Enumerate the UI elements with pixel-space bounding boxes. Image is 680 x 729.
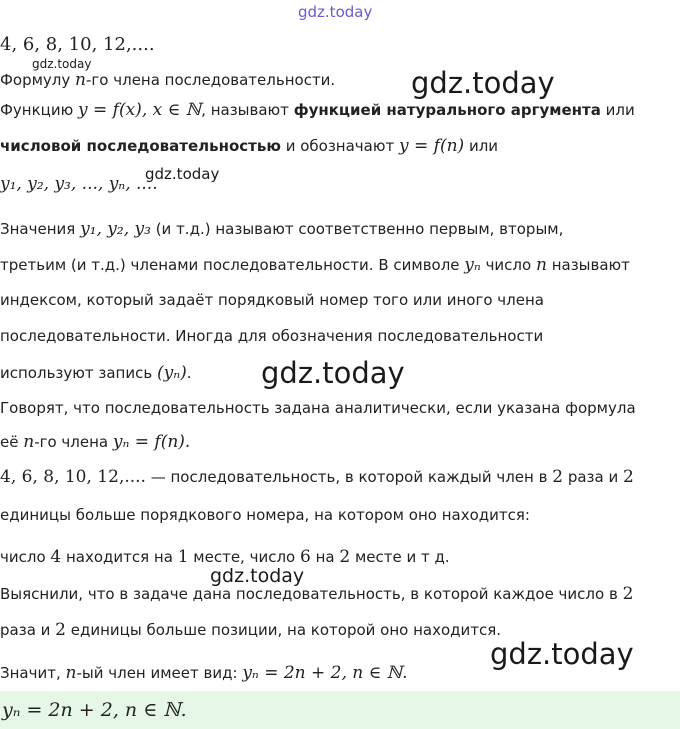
watermark-large-3: gdz.today (490, 637, 634, 671)
text-line-11: её n-го члена yₙ = f(n). (0, 432, 191, 452)
watermark-small-2: gdz.today (145, 165, 220, 183)
text-line-14: число 4 находится на 1 месте, число 6 на 2 месте и т д. (0, 547, 450, 567)
text-line-3: числовой последовательностью и обозначают y = f(n) или (0, 136, 499, 156)
text-line-7: индексом, который задаёт порядковый номер того или иного члена (0, 291, 544, 309)
text-line-1: Формулу n-го члена последовательности. (0, 70, 336, 90)
text-line-13: единицы больше порядкового номера, на котором оно находится: (0, 506, 530, 524)
watermark-large-2: gdz.today (261, 356, 405, 390)
sequence-example: 4, 6, 8, 10, 12,.... (0, 34, 155, 55)
text-line-8: последовательности. Иногда для обозначения последовательности (0, 327, 544, 345)
watermark-small-1: gdz.today (32, 57, 92, 71)
text-line-17: Значит, n-ый член имеет вид: yₙ = 2n + 2, n ∈ ℕ. (0, 663, 408, 683)
text-line-6: третьим (и т.д.) членами последовательности. В символе yₙ число n называют (0, 255, 630, 275)
text-line-10: Говорят, что последовательность задана аналитически, если указана формула (0, 399, 636, 417)
answer-formula: yₙ = 2n + 2, n ∈ ℕ. (2, 699, 187, 721)
text-line-9: используют запись (yₙ). (0, 363, 192, 383)
text-line-12: 4, 6, 8, 10, 12,.... — последовательность, в которой каждый член в 2 раза и 2 (0, 467, 634, 487)
answer-box (0, 691, 680, 729)
watermark-medium-3: gdz.today (210, 565, 305, 587)
watermark-top: gdz.today (298, 3, 373, 21)
text-line-16: раза и 2 единицы больше позиции, на которой оно находится. (0, 620, 502, 640)
sequence-notation: y₁, y₂, y₃, ..., yₙ, .... (0, 174, 158, 194)
text-line-15: Выяснили, что в задаче дана последовательность, в которой каждое число в 2 (0, 584, 634, 604)
text-line-5: Значения y₁, y₂, y₃ (и т.д.) называют соответственно первым, вторым, (0, 219, 564, 239)
text-line-2: Функцию y = f(x), x ∈ ℕ, называют функцией натурального аргумента или (0, 100, 635, 120)
watermark-large-1: gdz.today (411, 66, 555, 100)
